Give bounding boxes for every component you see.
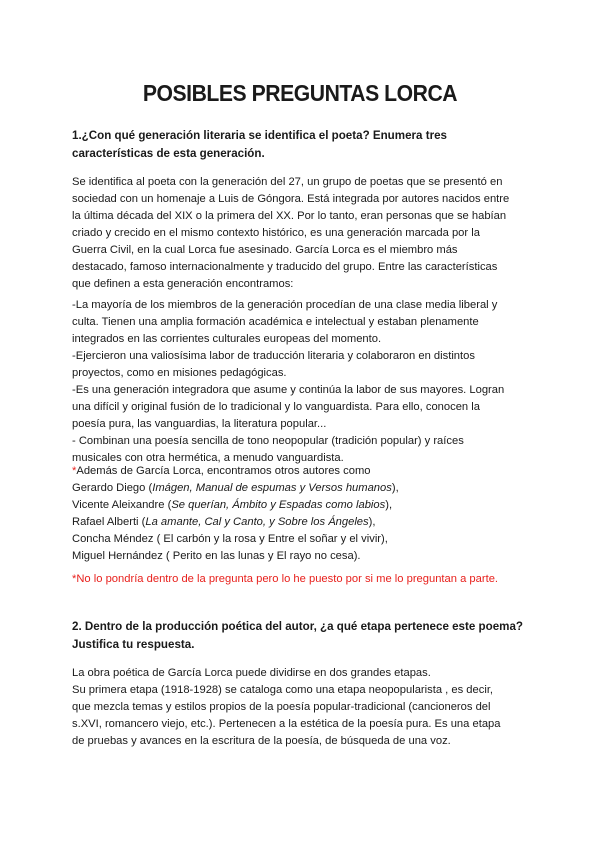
text-line: Su primera etapa (1918-1928) se cataloga como una etapa neopopularista , es decir,: [72, 684, 494, 696]
text-line: integrados en las corrientes culturales europeas del momento.: [72, 333, 382, 345]
author-line: Gerardo Diego (Imágen, Manual de espumas y Versos humanos),: [72, 482, 399, 494]
question-2-heading-line: Justifica tu respuesta.: [72, 637, 195, 651]
text-line: que mezcla temas y estilos propios de la poesía popular-tradicional (cancioneros del: [72, 701, 491, 713]
text-line: sociedad con un homenaje a Luis de Góngora. Está integrada por autores nacidos entre: [72, 193, 510, 205]
text-line: Se identifica al poeta con la generación del 27, un grupo de poetas que se presentó en: [72, 176, 503, 188]
authors-list: [72, 463, 532, 565]
author-line: Concha Méndez ( El carbón y la rosa y Entre el soñar y el vivir),: [72, 533, 388, 545]
authors-intro: *Además de García Lorca, encontramos otros autores como: [72, 465, 371, 477]
red-note: [72, 571, 532, 588]
text-line: - Combinan una poesía sencilla de tono neopopular (tradición popular) y raíces: [72, 435, 464, 447]
author-line: Rafael Alberti (La amante, Cal y Canto, y Sobre los Ángeles),: [72, 516, 376, 528]
text-line: la última década del XIX o la primera del XX. Por lo tanto, eran personas que se habían: [72, 210, 507, 222]
note-text: *No lo pondría dentro de la pregunta pero lo he puesto por si me lo preguntan a parte.: [72, 573, 499, 585]
text-line: de pruebas y avances en la escritura de la poesía, de búsqueda de una voz.: [72, 735, 451, 747]
text-line: poesía pura, las vanguardias, la literatura popular...: [72, 418, 327, 430]
text-line: -La mayoría de los miembros de la generación procedían de una clase media liberal y: [72, 299, 498, 311]
text-line: una difícil y original fusión de lo tradicional y lo vanguardista. Para ello, conocen la: [72, 401, 480, 413]
text-line: que definen a esta generación encontramos:: [72, 278, 294, 290]
text-line: La obra poética de García Lorca puede dividirse en dos grandes etapas.: [72, 667, 431, 679]
text-line: -Es una generación integradora que asume y continúa la labor de sus mayores. Logran: [72, 384, 505, 396]
question-1-intro: [72, 174, 532, 293]
question-1-heading-line: 1.¿Con qué generación literaria se identifica el poeta? Enumera tres: [72, 129, 447, 142]
text-line: s.XVI, romancero viejo, etc.). Pertenecen a la estética de la poesía pura. Es una etapa: [72, 718, 501, 730]
question-1-heading: [72, 127, 532, 162]
text-line: proyectos, como en misiones pedagógicas.: [72, 367, 287, 379]
question-2-answer: [72, 665, 532, 750]
text-line: destacado, famoso internacionalmente y traducido del grupo. Entre las características: [72, 261, 498, 273]
question-2-heading-line: 2. Dentro de la producción poética del autor, ¿a qué etapa pertenece este poema?: [72, 620, 523, 633]
question-1-heading-line: características de esta generación.: [72, 146, 265, 160]
author-line: Vicente Aleixandre (Se querían, Ámbito y Espadas como labios),: [72, 499, 393, 511]
text-line: culta. Tienen una amplia formación académica e intelectual y estaban plenamente: [72, 316, 479, 328]
asterisk-marker: *: [72, 465, 77, 477]
text-line: -Ejercieron una valiosísima labor de traducción literaria y colaboraron en distintos: [72, 350, 475, 362]
characteristics-list: [72, 297, 532, 467]
text-line: musicales con otra hermética, a menudo vanguardista.: [72, 452, 344, 464]
author-line: Miguel Hernández ( Perito en las lunas y El rayo no cesa).: [72, 550, 361, 562]
text-line: Guerra Civil, en la cual Lorca fue asesinado. García Lorca es el miembro más: [72, 244, 458, 256]
page-title: POSIBLES PREGUNTAS LORCA: [142, 80, 458, 106]
text-line: criado y crecido en el mismo contexto histórico, es una generación marcada por la: [72, 227, 480, 239]
question-2-heading: [72, 618, 532, 653]
